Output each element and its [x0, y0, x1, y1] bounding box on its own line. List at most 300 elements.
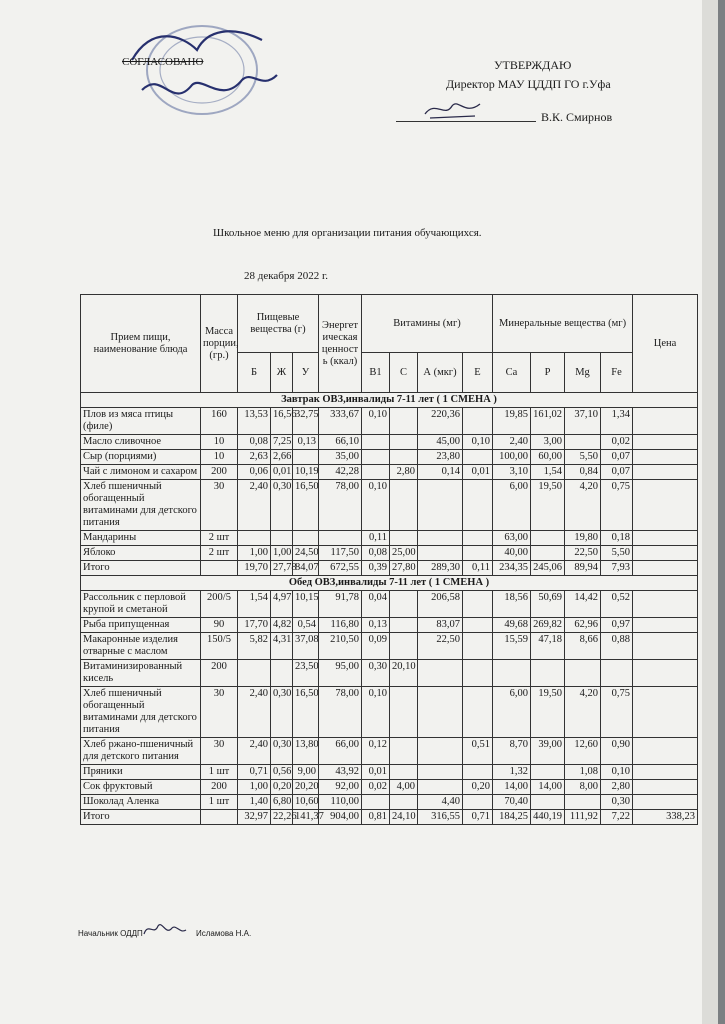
value-cell	[493, 660, 531, 687]
value-cell: 20,10	[390, 660, 418, 687]
value-cell: 84,07	[293, 561, 319, 576]
value-cell	[238, 531, 271, 546]
value-cell: 100,00	[493, 450, 531, 465]
dish-name-cell: Чай с лимоном и сахаром	[81, 465, 201, 480]
value-cell	[463, 591, 493, 618]
value-cell: 1,00	[238, 546, 271, 561]
col-header-nutrients: Пищевые вещества (г)	[238, 295, 319, 353]
value-cell	[633, 480, 698, 531]
value-cell: 2 шт	[201, 531, 238, 546]
value-cell: 4,97	[271, 591, 293, 618]
value-cell: 27,78	[271, 561, 293, 576]
dish-name-cell: Сыр (порциями)	[81, 450, 201, 465]
value-cell	[633, 561, 698, 576]
dish-name-cell: Рыба припущенная	[81, 618, 201, 633]
table-row	[81, 480, 698, 531]
value-cell: 0,30	[271, 480, 293, 531]
value-cell	[362, 435, 390, 450]
value-cell: 2,80	[601, 780, 633, 795]
value-cell: 1,54	[238, 591, 271, 618]
value-cell: 25,00	[390, 546, 418, 561]
value-cell	[633, 450, 698, 465]
menu-table	[80, 294, 698, 825]
value-cell: 19,70	[238, 561, 271, 576]
value-cell	[362, 465, 390, 480]
value-cell: 1,08	[565, 765, 601, 780]
value-cell	[633, 795, 698, 810]
value-cell: 0,81	[362, 810, 390, 825]
value-cell: 111,92	[565, 810, 601, 825]
value-cell: 9,00	[293, 765, 319, 780]
value-cell: 47,18	[531, 633, 565, 660]
value-cell: 32,75	[293, 408, 319, 435]
value-cell: 37,10	[565, 408, 601, 435]
value-cell: 0,84	[565, 465, 601, 480]
value-cell: 89,94	[565, 561, 601, 576]
value-cell: 91,78	[319, 591, 362, 618]
value-cell	[238, 660, 271, 687]
value-cell: 4,31	[271, 633, 293, 660]
value-cell: 3,10	[493, 465, 531, 480]
dish-name-cell: Плов из мяса птицы (филе)	[81, 408, 201, 435]
col-header-energy: Энергетическая ценность (ккал)	[319, 295, 362, 393]
value-cell	[271, 531, 293, 546]
value-cell: 6,80	[271, 795, 293, 810]
value-cell	[418, 480, 463, 531]
col-header-mass: Масса порции, (гр.)	[201, 295, 238, 393]
value-cell: 0,07	[601, 465, 633, 480]
value-cell	[463, 450, 493, 465]
value-cell: 16,50	[293, 687, 319, 738]
value-cell	[565, 435, 601, 450]
value-cell: 40,00	[493, 546, 531, 561]
dish-name-cell: Рассольник с перловой крупой и сметаной	[81, 591, 201, 618]
sub-header: Са	[493, 353, 531, 393]
table-row	[81, 531, 698, 546]
value-cell: 7,22	[601, 810, 633, 825]
value-cell: 66,10	[319, 435, 362, 450]
value-cell: 0,11	[362, 531, 390, 546]
value-cell: 117,50	[319, 546, 362, 561]
value-cell	[362, 450, 390, 465]
value-cell: 10,60	[293, 795, 319, 810]
value-cell	[418, 765, 463, 780]
value-cell: 20,20	[293, 780, 319, 795]
value-cell: 2,80	[390, 465, 418, 480]
value-cell	[463, 480, 493, 531]
value-cell: 200	[201, 465, 238, 480]
value-cell: 24,10	[390, 810, 418, 825]
value-cell: 8,70	[493, 738, 531, 765]
value-cell	[293, 531, 319, 546]
value-cell: 19,50	[531, 480, 565, 531]
table-row	[81, 561, 698, 576]
value-cell: 0,11	[463, 561, 493, 576]
value-cell: 0,04	[362, 591, 390, 618]
approve-name: В.К. Смирнов	[541, 110, 613, 124]
value-cell: 78,00	[319, 480, 362, 531]
value-cell	[418, 546, 463, 561]
value-cell: 0,08	[238, 435, 271, 450]
value-cell	[531, 531, 565, 546]
value-cell: 220,36	[418, 408, 463, 435]
value-cell: 78,00	[319, 687, 362, 738]
value-cell: 0,30	[271, 738, 293, 765]
value-cell	[531, 765, 565, 780]
value-cell: 0,01	[362, 765, 390, 780]
value-cell	[362, 795, 390, 810]
col-header-vitamins: Витамины (мг)	[362, 295, 493, 353]
value-cell: 2,40	[238, 738, 271, 765]
table-row	[81, 546, 698, 561]
value-cell: 0,02	[362, 780, 390, 795]
value-cell	[463, 687, 493, 738]
value-cell: 62,96	[565, 618, 601, 633]
value-cell	[565, 795, 601, 810]
value-cell	[418, 660, 463, 687]
value-cell: 0,10	[362, 408, 390, 435]
sub-header: Р	[531, 353, 565, 393]
value-cell: 18,56	[493, 591, 531, 618]
value-cell: 269,82	[531, 618, 565, 633]
value-cell: 1,00	[271, 546, 293, 561]
section-title: Завтрак ОВЗ,инвалиды 7-11 лет ( 1 СМЕНА )	[81, 393, 698, 408]
value-cell: 2,40	[238, 687, 271, 738]
value-cell: 4,00	[390, 780, 418, 795]
value-cell	[390, 450, 418, 465]
value-cell: 4,20	[565, 480, 601, 531]
value-cell	[390, 687, 418, 738]
value-cell	[463, 408, 493, 435]
value-cell: 0,01	[463, 465, 493, 480]
col-header-minerals: Минеральные вещества (мг)	[493, 295, 633, 353]
value-cell	[390, 408, 418, 435]
value-cell: 50,69	[531, 591, 565, 618]
dish-name-cell: Хлеб ржано-пшеничный для детского питания	[81, 738, 201, 765]
value-cell	[463, 633, 493, 660]
value-cell: 32,97	[238, 810, 271, 825]
sub-header: А (мкг)	[418, 353, 463, 393]
sub-header: Ж	[271, 353, 293, 393]
value-cell: 1,54	[531, 465, 565, 480]
dish-name-cell: Хлеб пшеничный обогащенный витаминами для детского питания	[81, 687, 201, 738]
table-row	[81, 687, 698, 738]
value-cell	[390, 480, 418, 531]
value-cell: 0,56	[271, 765, 293, 780]
value-cell	[531, 795, 565, 810]
dish-name-cell: Сок фруктовый	[81, 780, 201, 795]
dish-name-cell: Макаронные изделия отварные с маслом	[81, 633, 201, 660]
value-cell: 0,71	[238, 765, 271, 780]
value-cell	[633, 660, 698, 687]
table-row	[81, 450, 698, 465]
value-cell: 0,30	[362, 660, 390, 687]
director-signature-icon	[420, 96, 490, 122]
value-cell: 39,00	[531, 738, 565, 765]
chief-signature-icon	[140, 918, 188, 940]
value-cell	[633, 546, 698, 561]
value-cell: 5,50	[601, 546, 633, 561]
value-cell: 0,12	[362, 738, 390, 765]
value-cell: 23,80	[418, 450, 463, 465]
value-cell: 42,28	[319, 465, 362, 480]
value-cell: 0,07	[601, 450, 633, 465]
value-cell	[390, 435, 418, 450]
value-cell: 0,90	[601, 738, 633, 765]
value-cell: 0,10	[362, 480, 390, 531]
value-cell: 150/5	[201, 633, 238, 660]
value-cell: 0,30	[601, 795, 633, 810]
value-cell: 45,00	[418, 435, 463, 450]
value-cell: 0,71	[463, 810, 493, 825]
value-cell: 4,82	[271, 618, 293, 633]
value-cell	[633, 780, 698, 795]
dish-name-cell: Шоколад Аленка	[81, 795, 201, 810]
value-cell: 0,09	[362, 633, 390, 660]
value-cell: 2,40	[493, 435, 531, 450]
value-cell: 160	[201, 408, 238, 435]
value-cell	[633, 408, 698, 435]
table-row	[81, 660, 698, 687]
value-cell: 1,32	[493, 765, 531, 780]
value-cell	[601, 660, 633, 687]
value-cell: 0,88	[601, 633, 633, 660]
table-row	[81, 765, 698, 780]
value-cell: 200/5	[201, 591, 238, 618]
dish-name-cell: Масло сливочное	[81, 435, 201, 450]
sub-header: У	[293, 353, 319, 393]
value-cell: 672,55	[319, 561, 362, 576]
sub-header: Е	[463, 353, 493, 393]
value-cell: 289,30	[418, 561, 463, 576]
value-cell: 43,92	[319, 765, 362, 780]
value-cell: 0,18	[601, 531, 633, 546]
section-header-row	[81, 393, 698, 408]
value-cell: 24,50	[293, 546, 319, 561]
value-cell: 16,56	[271, 408, 293, 435]
value-cell: 12,60	[565, 738, 601, 765]
value-cell	[463, 795, 493, 810]
dish-name-cell: Хлеб пшеничный обогащенный витаминами для детского питания	[81, 480, 201, 531]
value-cell: 0,01	[271, 465, 293, 480]
value-cell: 17,70	[238, 618, 271, 633]
value-cell	[565, 660, 601, 687]
value-cell: 22,26	[271, 810, 293, 825]
value-cell: 16,50	[293, 480, 319, 531]
dish-name-cell: Пряники	[81, 765, 201, 780]
value-cell: 0,10	[601, 765, 633, 780]
round-stamp-icon	[112, 20, 292, 120]
value-cell: 6,00	[493, 687, 531, 738]
value-cell	[463, 660, 493, 687]
sub-header: Б	[238, 353, 271, 393]
value-cell: 7,25	[271, 435, 293, 450]
value-cell	[390, 738, 418, 765]
value-cell: 0,30	[271, 687, 293, 738]
value-cell	[463, 618, 493, 633]
value-cell	[271, 660, 293, 687]
value-cell: 0,10	[463, 435, 493, 450]
value-cell: 10,15	[293, 591, 319, 618]
table-row	[81, 435, 698, 450]
value-cell: 338,23	[633, 810, 698, 825]
table-row	[81, 633, 698, 660]
value-cell: 206,58	[418, 591, 463, 618]
col-header-price: Цена	[633, 295, 698, 393]
value-cell: 184,25	[493, 810, 531, 825]
value-cell: 14,00	[493, 780, 531, 795]
value-cell	[390, 591, 418, 618]
value-cell	[633, 765, 698, 780]
value-cell	[463, 765, 493, 780]
value-cell: 1,34	[601, 408, 633, 435]
value-cell: 0,52	[601, 591, 633, 618]
value-cell: 316,55	[418, 810, 463, 825]
value-cell	[633, 738, 698, 765]
value-cell: 19,80	[565, 531, 601, 546]
value-cell: 200	[201, 780, 238, 795]
value-cell: 440,19	[531, 810, 565, 825]
value-cell: 1,40	[238, 795, 271, 810]
value-cell: 2,66	[271, 450, 293, 465]
value-cell: 10,19	[293, 465, 319, 480]
value-cell: 0,75	[601, 687, 633, 738]
value-cell: 0,02	[601, 435, 633, 450]
value-cell	[633, 633, 698, 660]
value-cell: 15,59	[493, 633, 531, 660]
value-cell: 116,80	[319, 618, 362, 633]
value-cell: 22,50	[565, 546, 601, 561]
value-cell: 0,20	[463, 780, 493, 795]
value-cell: 92,00	[319, 780, 362, 795]
value-cell: 161,02	[531, 408, 565, 435]
value-cell: 22,50	[418, 633, 463, 660]
table-row	[81, 408, 698, 435]
value-cell: 30	[201, 738, 238, 765]
value-cell	[531, 546, 565, 561]
approve-title: УТВЕРЖДАЮ	[494, 58, 572, 72]
section-header-row	[81, 576, 698, 591]
value-cell: 0,10	[362, 687, 390, 738]
table-row	[81, 780, 698, 795]
value-cell: 2,63	[238, 450, 271, 465]
sub-header: В1	[362, 353, 390, 393]
value-cell: 90	[201, 618, 238, 633]
page-title: Школьное меню для организации питания обучающихся.	[213, 227, 482, 239]
value-cell: 0,51	[463, 738, 493, 765]
dish-name-cell: Мандарины	[81, 531, 201, 546]
value-cell: 3,00	[531, 435, 565, 450]
value-cell: 19,85	[493, 408, 531, 435]
value-cell: 14,00	[531, 780, 565, 795]
value-cell	[390, 795, 418, 810]
value-cell: 110,00	[319, 795, 362, 810]
value-cell: 14,42	[565, 591, 601, 618]
value-cell: 4,40	[418, 795, 463, 810]
value-cell: 4,20	[565, 687, 601, 738]
value-cell: 30	[201, 480, 238, 531]
value-cell: 70,40	[493, 795, 531, 810]
value-cell: 245,06	[531, 561, 565, 576]
value-cell: 30	[201, 687, 238, 738]
table-row	[81, 738, 698, 765]
table-row	[81, 795, 698, 810]
value-cell: 0,08	[362, 546, 390, 561]
sub-header: Mg	[565, 353, 601, 393]
value-cell: 8,00	[565, 780, 601, 795]
value-cell: 49,68	[493, 618, 531, 633]
table-row	[81, 618, 698, 633]
value-cell: 200	[201, 660, 238, 687]
menu-date: 28 декабря 2022 г.	[244, 270, 328, 282]
value-cell	[319, 531, 362, 546]
value-cell	[633, 531, 698, 546]
value-cell: 13,80	[293, 738, 319, 765]
back-sheet	[702, 0, 718, 1024]
value-cell	[418, 687, 463, 738]
value-cell: 0,14	[418, 465, 463, 480]
value-cell: 0,75	[601, 480, 633, 531]
dish-name-cell: Витаминизированный кисель	[81, 660, 201, 687]
value-cell	[201, 810, 238, 825]
footer-name: Исламова Н.А.	[196, 929, 252, 938]
value-cell: 333,67	[319, 408, 362, 435]
value-cell: 0,13	[362, 618, 390, 633]
value-cell	[418, 531, 463, 546]
value-cell: 10	[201, 435, 238, 450]
dish-name-cell: Яблоко	[81, 546, 201, 561]
menu-table-body	[81, 393, 698, 825]
value-cell: 60,00	[531, 450, 565, 465]
table-row	[81, 465, 698, 480]
value-cell	[201, 561, 238, 576]
value-cell: 27,80	[390, 561, 418, 576]
value-cell: 234,35	[493, 561, 531, 576]
value-cell: 0,06	[238, 465, 271, 480]
value-cell	[463, 546, 493, 561]
table-row	[81, 810, 698, 825]
value-cell: 0,54	[293, 618, 319, 633]
table-row	[81, 591, 698, 618]
value-cell: 83,07	[418, 618, 463, 633]
value-cell: 63,00	[493, 531, 531, 546]
value-cell	[463, 531, 493, 546]
value-cell	[633, 591, 698, 618]
value-cell	[633, 687, 698, 738]
value-cell: 6,00	[493, 480, 531, 531]
dish-name-cell: Итого	[81, 561, 201, 576]
value-cell	[390, 633, 418, 660]
section-title: Обед ОВЗ,инвалиды 7-11 лет ( 1 СМЕНА )	[81, 576, 698, 591]
value-cell	[633, 435, 698, 450]
value-cell: 8,66	[565, 633, 601, 660]
agreed-label: СОГЛАСОВАНО	[122, 56, 204, 68]
value-cell	[418, 738, 463, 765]
value-cell: 37,08	[293, 633, 319, 660]
sub-header: С	[390, 353, 418, 393]
value-cell: 1,00	[238, 780, 271, 795]
value-cell: 13,53	[238, 408, 271, 435]
value-cell: 10	[201, 450, 238, 465]
value-cell: 210,50	[319, 633, 362, 660]
value-cell: 23,50	[293, 660, 319, 687]
value-cell	[390, 765, 418, 780]
value-cell	[633, 618, 698, 633]
value-cell	[390, 531, 418, 546]
value-cell	[390, 618, 418, 633]
value-cell: 5,82	[238, 633, 271, 660]
footer-position: Начальник ОДДП	[78, 929, 143, 938]
